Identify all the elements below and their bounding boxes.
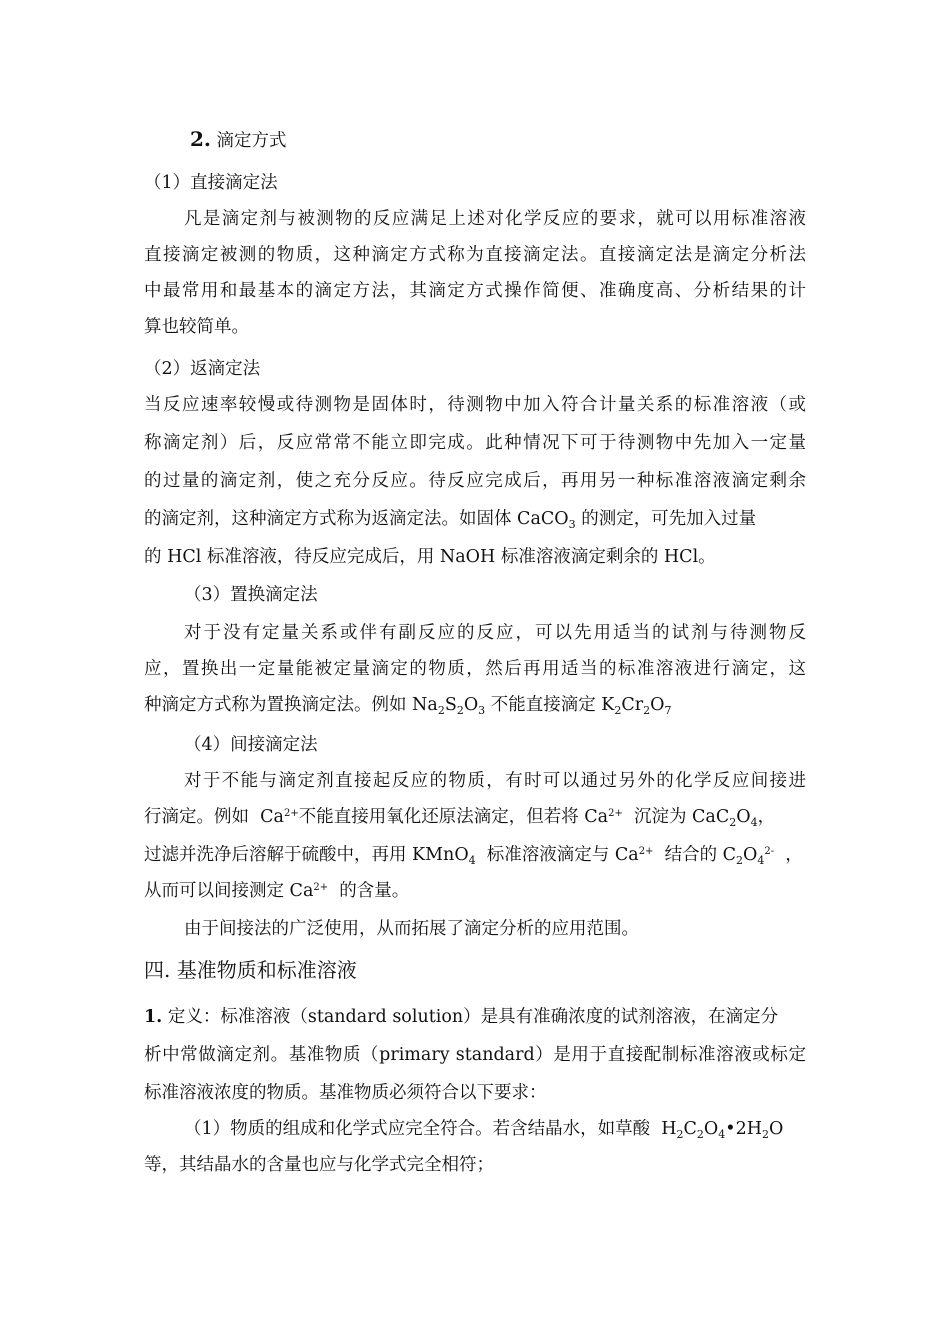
subheading-back: （2）返滴定法 — [144, 359, 261, 379]
paragraph-line: 由于间接法的广泛使用，从而拓展了滴定分析的应用范围。 — [184, 919, 639, 939]
paragraph-line: 直接滴定被测的物质，这种滴定方式称为直接滴定法。直接滴定法是滴定分析法 — [144, 245, 806, 265]
paragraph-line: 1. 定义：标准溶液（standard solution）是具有准确浓度的试剂溶液，在滴定分 — [144, 1007, 779, 1027]
paragraph-line: （1）物质的组成和化学式应完全符合。若含结晶水，如草酸 $H_2C_2O_4•2H_2O$ — [184, 1119, 784, 1141]
paragraph-line: 标准溶液浓度的物质。基准物质必须符合以下要求： — [144, 1083, 547, 1103]
paragraph-line: 对于不能与滴定剂直接起反应的物质，有时可以通过另外的化学反应间接进 — [184, 771, 806, 791]
paragraph-line: 中最常用和最基本的滴定方法，其滴定方式操作简便、准确度高、分析结果的计 — [144, 281, 806, 301]
paragraph-line: 过滤并洗净后溶解于硫酸中，再用 KMnO$_4$ 标准溶液滴定与 $Ca^{2+}$ 结合的 $C_2O_4^{2-}$ ， — [144, 845, 803, 867]
subheading-direct: （1）直接滴定法 — [144, 173, 278, 193]
paragraph-line: 种滴定方式称为置换滴定法。例如 $Na_2S_2O_3$ 不能直接滴定 $K_2Cr_2O_7$ — [144, 695, 672, 717]
section-heading: 四. 基准物质和标准溶液 — [144, 958, 357, 982]
paragraph-line: 的滴定剂，这种滴定方式称为返滴定法。如固体 CaCO$_3$ 的测定，可先加入过量 — [144, 509, 757, 531]
paragraph-line: 称滴定剂）后，反应常常不能立即完成。此种情况下可于待测物中先加入一定量 — [144, 433, 806, 453]
section-number: 2. — [190, 127, 211, 151]
subheading-displace: （3）置换滴定法 — [184, 585, 318, 605]
paragraph-line: 的过量的滴定剂，使之充分反应。待反应完成后，再用另一种标准溶液滴定剩余 — [144, 471, 806, 491]
paragraph-line: 应，置换出一定量能被定量滴定的物质，然后再用适当的标准溶液进行滴定，这 — [144, 659, 806, 679]
paragraph-line: 等，其结晶水的含量也应与化学式完全相符； — [144, 1155, 494, 1175]
paragraph-line: 凡是滴定剂与被测物的反应满足上述对化学反应的要求，就可以用标准溶液 — [184, 209, 806, 229]
paragraph-line: 算也较简单。 — [144, 317, 249, 337]
subheading-indirect: （4）间接滴定法 — [184, 735, 318, 755]
section-heading — [190, 124, 286, 156]
paragraph-line: 从而可以间接测定 $Ca^{2+}$ 的含量。 — [144, 881, 410, 901]
paragraph-line: 析中常做滴定剂。基准物质（primary standard）是用于直接配制标准溶液或标定 — [144, 1045, 806, 1065]
paragraph-line: 当反应速率较慢或待测物是固体时，待测物中加入符合计量关系的标准溶液（或 — [144, 395, 806, 415]
paragraph-line: 的 HCl 标准溶液，待反应完成后，用 NaOH 标准溶液滴定剩余的 HCl。 — [144, 547, 716, 567]
section-title: 滴定方式 — [216, 131, 287, 151]
paragraph-line: 对于没有定量关系或伴有副反应的反应，可以先用适当的试剂与待测物反 — [184, 623, 806, 643]
paragraph-line: 行滴定。例如 $Ca^{2+}$不能直接用氧化还原法滴定，但若将 $Ca^{2+}$ 沉淀为 $CaC_2O_4$， — [144, 807, 776, 829]
